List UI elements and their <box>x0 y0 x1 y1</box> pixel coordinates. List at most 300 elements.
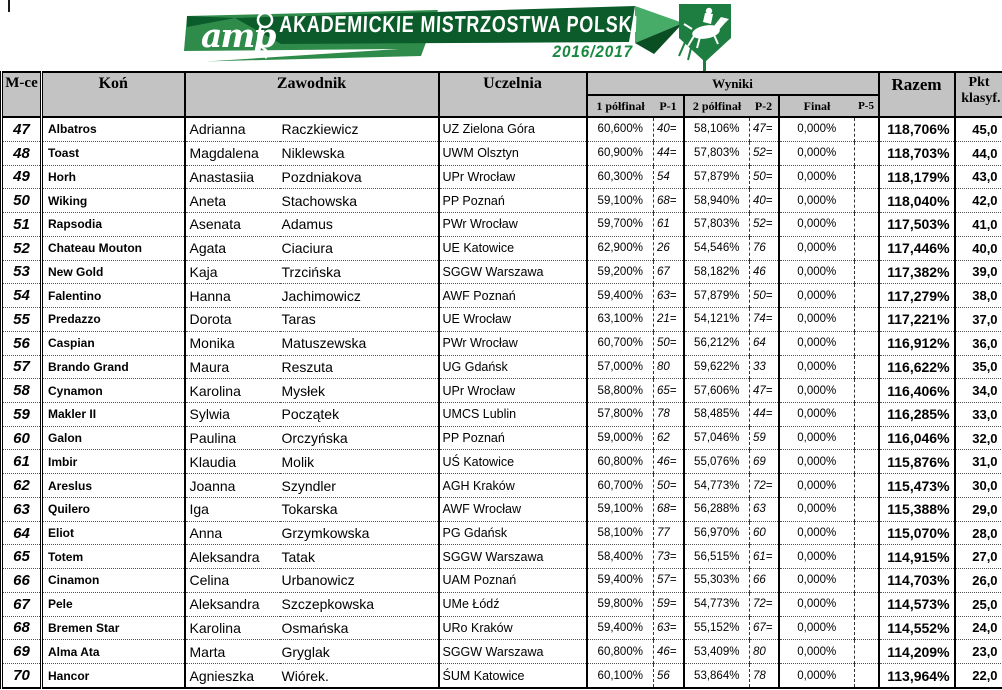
cell-p5 <box>855 545 879 569</box>
cell-place: 49 <box>13 168 30 186</box>
cell-p2: 52= <box>750 141 779 165</box>
cell-final: 0,000% <box>779 640 855 664</box>
cell-place: 62 <box>13 477 30 495</box>
cell-p2: 47= <box>750 117 779 141</box>
cell-points: 27,0 <box>955 545 1002 569</box>
cell-final: 0,000% <box>779 474 855 498</box>
cell-horse: Rapsodia <box>42 213 185 237</box>
cell-semifinal1: 60,800% <box>587 640 654 664</box>
cell-p1: 54 <box>654 165 684 189</box>
header-p1: P-1 <box>654 95 684 117</box>
cell-final: 0,000% <box>779 141 855 165</box>
cell-first-name: Magdalena <box>185 141 280 165</box>
cell-horse: Totem <box>42 545 185 569</box>
cell-p1: 50= <box>654 474 684 498</box>
header-horse: Koń <box>42 72 185 117</box>
table-row <box>2 331 1002 355</box>
cell-semifinal2: 58,106% <box>684 117 750 141</box>
cell-final: 0,000% <box>779 117 855 141</box>
table-row <box>2 497 1002 521</box>
cell-place: 53 <box>13 263 30 281</box>
cell-final: 0,000% <box>779 165 855 189</box>
header-points <box>955 72 1002 117</box>
cell-total: 118,040% <box>879 189 955 213</box>
table-row <box>2 592 1002 616</box>
cell-total: 117,221% <box>879 308 955 332</box>
header-semifinal2: 2 półfinał <box>684 95 750 117</box>
cell-place: 60 <box>13 429 30 447</box>
cell-semifinal2: 57,879% <box>684 165 750 189</box>
cell-first-name: Agnieszka <box>185 664 280 688</box>
cell-first-name: Iga <box>185 497 280 521</box>
cell-last-name: Raczkiewicz <box>281 121 359 138</box>
cell-horse: Chateau Mouton <box>42 236 185 260</box>
cell-first-name: Celina <box>185 569 280 593</box>
cell-final: 0,000% <box>779 450 855 474</box>
banner-season: 2016/2017 <box>552 42 633 61</box>
cell-p5 <box>855 355 879 379</box>
cell-place: 64 <box>13 524 30 542</box>
cell-university: UZ Zielona Góra <box>439 117 587 141</box>
cell-first-name: Agata <box>185 236 280 260</box>
cell-final: 0,000% <box>779 355 855 379</box>
cell-semifinal1: 59,100% <box>587 497 654 521</box>
cell-semifinal1: 57,800% <box>587 402 654 426</box>
cell-points: 31,0 <box>955 450 1002 474</box>
table-row <box>2 402 1002 426</box>
cell-first-name: Karolina <box>185 379 280 403</box>
cell-total: 118,179% <box>879 165 955 189</box>
cell-place: 54 <box>13 287 30 305</box>
cell-semifinal2: 54,546% <box>684 236 750 260</box>
cell-p5 <box>855 308 879 332</box>
cell-p5 <box>855 664 879 688</box>
cell-university: UMe Łódź <box>439 592 587 616</box>
cell-semifinal2: 56,970% <box>684 521 750 545</box>
cell-horse: Alma Ata <box>42 640 185 664</box>
cell-p5 <box>855 450 879 474</box>
cell-final: 0,000% <box>779 213 855 237</box>
cell-first-name: Adrianna <box>185 117 280 141</box>
table-row <box>2 664 1002 688</box>
cell-horse: Toast <box>42 141 185 165</box>
cell-final: 0,000% <box>779 402 855 426</box>
cell-horse: Quilero <box>42 497 185 521</box>
cell-points: 34,0 <box>955 379 1002 403</box>
cell-p2: 69 <box>750 450 779 474</box>
cell-first-name: Kaja <box>185 260 280 284</box>
cell-university: AWF Poznań <box>439 284 587 308</box>
cell-semifinal2: 57,803% <box>684 141 750 165</box>
cell-final: 0,000% <box>779 260 855 284</box>
cell-semifinal1: 57,000% <box>587 355 654 379</box>
cell-last-name: Jachimowicz <box>281 287 361 304</box>
cell-p5 <box>855 640 879 664</box>
cell-points: 26,0 <box>955 569 1002 593</box>
horse-rider-logo <box>676 2 734 76</box>
cell-last-name: Orczyńska <box>281 430 348 447</box>
cell-horse: Galon <box>42 426 185 450</box>
cell-total: 117,446% <box>879 236 955 260</box>
table-row <box>2 213 1002 237</box>
cell-final: 0,000% <box>779 331 855 355</box>
amp-logo <box>199 8 289 64</box>
cell-p1: 26 <box>654 236 684 260</box>
cell-place: 55 <box>13 310 30 328</box>
cell-last-name: Taras <box>281 311 316 328</box>
cell-semifinal2: 58,485% <box>684 402 750 426</box>
cell-semifinal1: 58,400% <box>587 545 654 569</box>
cell-p2: 63 <box>750 497 779 521</box>
header-results: Wyniki <box>587 72 879 95</box>
cell-points: 36,0 <box>955 331 1002 355</box>
cell-p1: 77 <box>654 521 684 545</box>
cell-total: 117,279% <box>879 284 955 308</box>
cell-total: 114,552% <box>879 616 955 640</box>
cell-first-name: Dorota <box>185 308 280 332</box>
cell-points: 22,0 <box>955 664 1002 688</box>
cell-points: 43,0 <box>955 165 1002 189</box>
cell-university: SGGW Warszawa <box>439 640 587 664</box>
cell-last-name: Osmańska <box>281 619 349 636</box>
table-row <box>2 569 1002 593</box>
cell-place: 69 <box>13 643 30 661</box>
cell-last-name: Początek <box>281 406 340 423</box>
cell-semifinal1: 59,700% <box>587 213 654 237</box>
cell-p5 <box>855 284 879 308</box>
cell-total: 116,285% <box>879 402 955 426</box>
cell-points: 40,0 <box>955 236 1002 260</box>
cell-p1: 73= <box>654 545 684 569</box>
cell-total: 114,915% <box>879 545 955 569</box>
cell-points: 45,0 <box>955 117 1002 141</box>
table-row <box>2 308 1002 332</box>
cell-p1: 63= <box>654 284 684 308</box>
cell-place: 57 <box>13 358 30 376</box>
table-row <box>2 141 1002 165</box>
table-row <box>2 117 1002 141</box>
cell-university: PG Gdańsk <box>439 521 587 545</box>
cell-university: UPr Wrocław <box>439 165 587 189</box>
cell-horse: Falentino <box>42 284 185 308</box>
cell-last-name: Ciaciura <box>281 240 333 257</box>
cell-p5 <box>855 331 879 355</box>
cell-points: 44,0 <box>955 141 1002 165</box>
cell-horse: Horh <box>42 165 185 189</box>
cell-p1: 68= <box>654 189 684 213</box>
cell-horse: Hancor <box>42 664 185 688</box>
cell-first-name: Aneta <box>185 189 280 213</box>
cell-final: 0,000% <box>779 569 855 593</box>
cell-semifinal1: 59,000% <box>587 426 654 450</box>
cell-place: 67 <box>13 595 30 613</box>
cell-total: 117,503% <box>879 213 955 237</box>
cell-horse: Imbir <box>42 450 185 474</box>
cell-semifinal1: 63,100% <box>587 308 654 332</box>
cell-last-name: Reszuta <box>281 358 333 375</box>
cell-final: 0,000% <box>779 236 855 260</box>
cell-p2: 76 <box>750 236 779 260</box>
cell-university: SGGW Warszawa <box>439 260 587 284</box>
cell-first-name: Anna <box>185 521 280 545</box>
cell-p1: 80 <box>654 355 684 379</box>
cell-final: 0,000% <box>779 308 855 332</box>
cell-final: 0,000% <box>779 521 855 545</box>
cell-last-name: Tokarska <box>281 501 338 518</box>
cell-p1: 57= <box>654 569 684 593</box>
cell-horse: Wiking <box>42 189 185 213</box>
table-row <box>2 260 1002 284</box>
cell-first-name: Joanna <box>185 474 280 498</box>
cell-p1: 40= <box>654 117 684 141</box>
cell-p5 <box>855 402 879 426</box>
cell-horse: Bremen Star <box>42 616 185 640</box>
cell-points: 29,0 <box>955 497 1002 521</box>
cell-points: 39,0 <box>955 260 1002 284</box>
cell-semifinal1: 59,100% <box>587 189 654 213</box>
cell-p5 <box>855 165 879 189</box>
cell-semifinal1: 59,400% <box>587 284 654 308</box>
cell-points: 35,0 <box>955 355 1002 379</box>
cell-place: 63 <box>13 500 30 518</box>
cell-semifinal1: 60,300% <box>587 165 654 189</box>
cell-p2: 33 <box>750 355 779 379</box>
cell-semifinal1: 62,900% <box>587 236 654 260</box>
table-row <box>2 165 1002 189</box>
cell-final: 0,000% <box>779 379 855 403</box>
cell-semifinal2: 57,879% <box>684 284 750 308</box>
cell-last-name: Gryglak <box>281 643 330 660</box>
cell-university: PP Poznań <box>439 426 587 450</box>
table-row <box>2 545 1002 569</box>
cell-p5 <box>855 426 879 450</box>
cell-total: 116,046% <box>879 426 955 450</box>
cell-first-name: Monika <box>185 331 280 355</box>
cell-first-name: Karolina <box>185 616 280 640</box>
cell-horse: Brando Grand <box>42 355 185 379</box>
cell-p2: 66 <box>750 569 779 593</box>
cell-final: 0,000% <box>779 426 855 450</box>
cell-horse: Areslus <box>42 474 185 498</box>
cell-semifinal1: 59,200% <box>587 260 654 284</box>
results-table <box>0 71 1002 689</box>
cell-last-name: Mysłek <box>281 382 326 399</box>
cell-p5 <box>855 497 879 521</box>
table-row <box>2 284 1002 308</box>
cell-p2: 60 <box>750 521 779 545</box>
cell-p1: 78 <box>654 402 684 426</box>
cell-total: 117,382% <box>879 260 955 284</box>
cell-p2: 40= <box>750 189 779 213</box>
cell-p5 <box>855 592 879 616</box>
cell-university: SGGW Warszawa <box>439 545 587 569</box>
cell-p2: 50= <box>750 284 779 308</box>
cell-points: 23,0 <box>955 640 1002 664</box>
header-points-line2: klasyf. <box>961 91 1001 106</box>
cell-place: 68 <box>13 619 30 637</box>
cell-semifinal1: 60,100% <box>587 664 654 688</box>
cell-university: PWr Wrocław <box>439 213 587 237</box>
cell-horse: Cinamon <box>42 569 185 593</box>
cell-points: 37,0 <box>955 308 1002 332</box>
cell-semifinal2: 58,940% <box>684 189 750 213</box>
cell-p1: 21= <box>654 308 684 332</box>
table-row <box>2 426 1002 450</box>
cell-p5 <box>855 117 879 141</box>
cell-horse: Cynamon <box>42 379 185 403</box>
cell-p5 <box>855 521 879 545</box>
cell-final: 0,000% <box>779 545 855 569</box>
cell-semifinal1: 59,400% <box>587 616 654 640</box>
cell-p5 <box>855 260 879 284</box>
cell-points: 32,0 <box>955 426 1002 450</box>
cell-p2: 44= <box>750 402 779 426</box>
cell-p2: 72= <box>750 474 779 498</box>
cell-last-name: Tatak <box>281 548 315 565</box>
cell-university: UPr Wrocław <box>439 379 587 403</box>
cell-points: 30,0 <box>955 474 1002 498</box>
cell-place: 52 <box>13 239 30 257</box>
cell-semifinal2: 55,152% <box>684 616 750 640</box>
banner-title: AKADEMICKIE MISTRZOSTWA POLSKI <box>278 11 639 37</box>
cell-total: 115,876% <box>879 450 955 474</box>
cell-total: 116,912% <box>879 331 955 355</box>
cell-semifinal1: 60,700% <box>587 331 654 355</box>
page-edge-tick <box>8 0 10 12</box>
cell-place: 56 <box>13 334 30 352</box>
header-total: Razem <box>879 72 955 117</box>
cell-horse: New Gold <box>42 260 185 284</box>
cell-last-name: Matuszewska <box>281 335 367 352</box>
cell-first-name: Asenata <box>185 213 280 237</box>
cell-last-name: Adamus <box>281 216 333 233</box>
cell-horse: Makler II <box>42 402 185 426</box>
cell-p1: 67 <box>654 260 684 284</box>
table-row <box>2 355 1002 379</box>
table-row <box>2 236 1002 260</box>
cell-p1: 59= <box>654 592 684 616</box>
cell-place: 48 <box>13 144 30 162</box>
cell-total: 118,706% <box>879 117 955 141</box>
cell-final: 0,000% <box>779 189 855 213</box>
cell-p1: 46= <box>654 450 684 474</box>
cell-total: 114,573% <box>879 592 955 616</box>
cell-p2: 46 <box>750 260 779 284</box>
cell-first-name: Hanna <box>185 284 280 308</box>
table-row <box>2 521 1002 545</box>
cell-total: 113,964% <box>879 664 955 688</box>
cell-semifinal2: 56,212% <box>684 331 750 355</box>
header-final: Finał <box>779 95 855 117</box>
cell-p5 <box>855 379 879 403</box>
cell-last-name: Molik <box>281 453 315 470</box>
cell-points: 28,0 <box>955 521 1002 545</box>
table-row <box>2 640 1002 664</box>
cell-university: URo Kraków <box>439 616 587 640</box>
cell-p1: 63= <box>654 616 684 640</box>
cell-final: 0,000% <box>779 284 855 308</box>
table-row <box>2 379 1002 403</box>
cell-p5 <box>855 236 879 260</box>
cell-p5 <box>855 616 879 640</box>
cell-total: 118,703% <box>879 141 955 165</box>
cell-university: PP Poznań <box>439 189 587 213</box>
cell-final: 0,000% <box>779 616 855 640</box>
cell-final: 0,000% <box>779 664 855 688</box>
cell-p1: 46= <box>654 640 684 664</box>
cell-last-name: Szczepkowska <box>281 596 375 613</box>
cell-semifinal1: 58,800% <box>587 379 654 403</box>
cell-semifinal1: 60,700% <box>587 474 654 498</box>
cell-semifinal2: 57,803% <box>684 213 750 237</box>
cell-total: 114,209% <box>879 640 955 664</box>
cell-first-name: Sylwia <box>185 402 280 426</box>
cell-horse: Albatros <box>42 117 185 141</box>
cell-p1: 68= <box>654 497 684 521</box>
table-row <box>2 616 1002 640</box>
cell-last-name: Urbanowicz <box>281 572 355 589</box>
cell-semifinal2: 55,303% <box>684 569 750 593</box>
cell-first-name: Marta <box>185 640 280 664</box>
cell-points: 24,0 <box>955 616 1002 640</box>
cell-p2: 64 <box>750 331 779 355</box>
cell-semifinal1: 59,800% <box>587 592 654 616</box>
cell-university: UŚ Katowice <box>439 450 587 474</box>
cell-semifinal2: 53,409% <box>684 640 750 664</box>
cell-place: 51 <box>13 215 30 233</box>
cell-place: 70 <box>13 667 30 685</box>
cell-university: UE Wrocław <box>439 308 587 332</box>
cell-final: 0,000% <box>779 497 855 521</box>
cell-p2: 74= <box>750 308 779 332</box>
cell-p5 <box>855 569 879 593</box>
cell-last-name: Wiórek. <box>281 667 329 684</box>
cell-semifinal2: 58,182% <box>684 260 750 284</box>
championship-banner <box>183 2 733 74</box>
cell-semifinal1: 58,100% <box>587 521 654 545</box>
cell-place: 61 <box>13 453 30 471</box>
cell-university: UAM Poznań <box>439 569 587 593</box>
cell-semifinal1: 59,400% <box>587 569 654 593</box>
cell-p1: 61 <box>654 213 684 237</box>
cell-last-name: Pozdniakova <box>281 168 362 185</box>
cell-p2: 50= <box>750 165 779 189</box>
header-p5: P-5 <box>855 95 879 117</box>
cell-p2: 67= <box>750 616 779 640</box>
cell-semifinal2: 54,773% <box>684 592 750 616</box>
cell-semifinal2: 54,121% <box>684 308 750 332</box>
cell-p5 <box>855 141 879 165</box>
cell-p2: 78 <box>750 664 779 688</box>
cell-semifinal1: 60,900% <box>587 141 654 165</box>
table-row <box>2 450 1002 474</box>
cell-semifinal2: 53,864% <box>684 664 750 688</box>
header-place: M-ce <box>2 72 42 117</box>
cell-semifinal2: 56,288% <box>684 497 750 521</box>
header-athlete: Zawodnik <box>185 72 439 117</box>
cell-p5 <box>855 474 879 498</box>
cell-total: 116,622% <box>879 355 955 379</box>
cell-p1: 44= <box>654 141 684 165</box>
cell-p5 <box>855 213 879 237</box>
table-row <box>2 189 1002 213</box>
cell-first-name: Aleksandra <box>185 592 280 616</box>
cell-p1: 56 <box>654 664 684 688</box>
cell-points: 42,0 <box>955 189 1002 213</box>
cell-p2: 59 <box>750 426 779 450</box>
cell-semifinal2: 56,515% <box>684 545 750 569</box>
cell-first-name: Aleksandra <box>185 545 280 569</box>
